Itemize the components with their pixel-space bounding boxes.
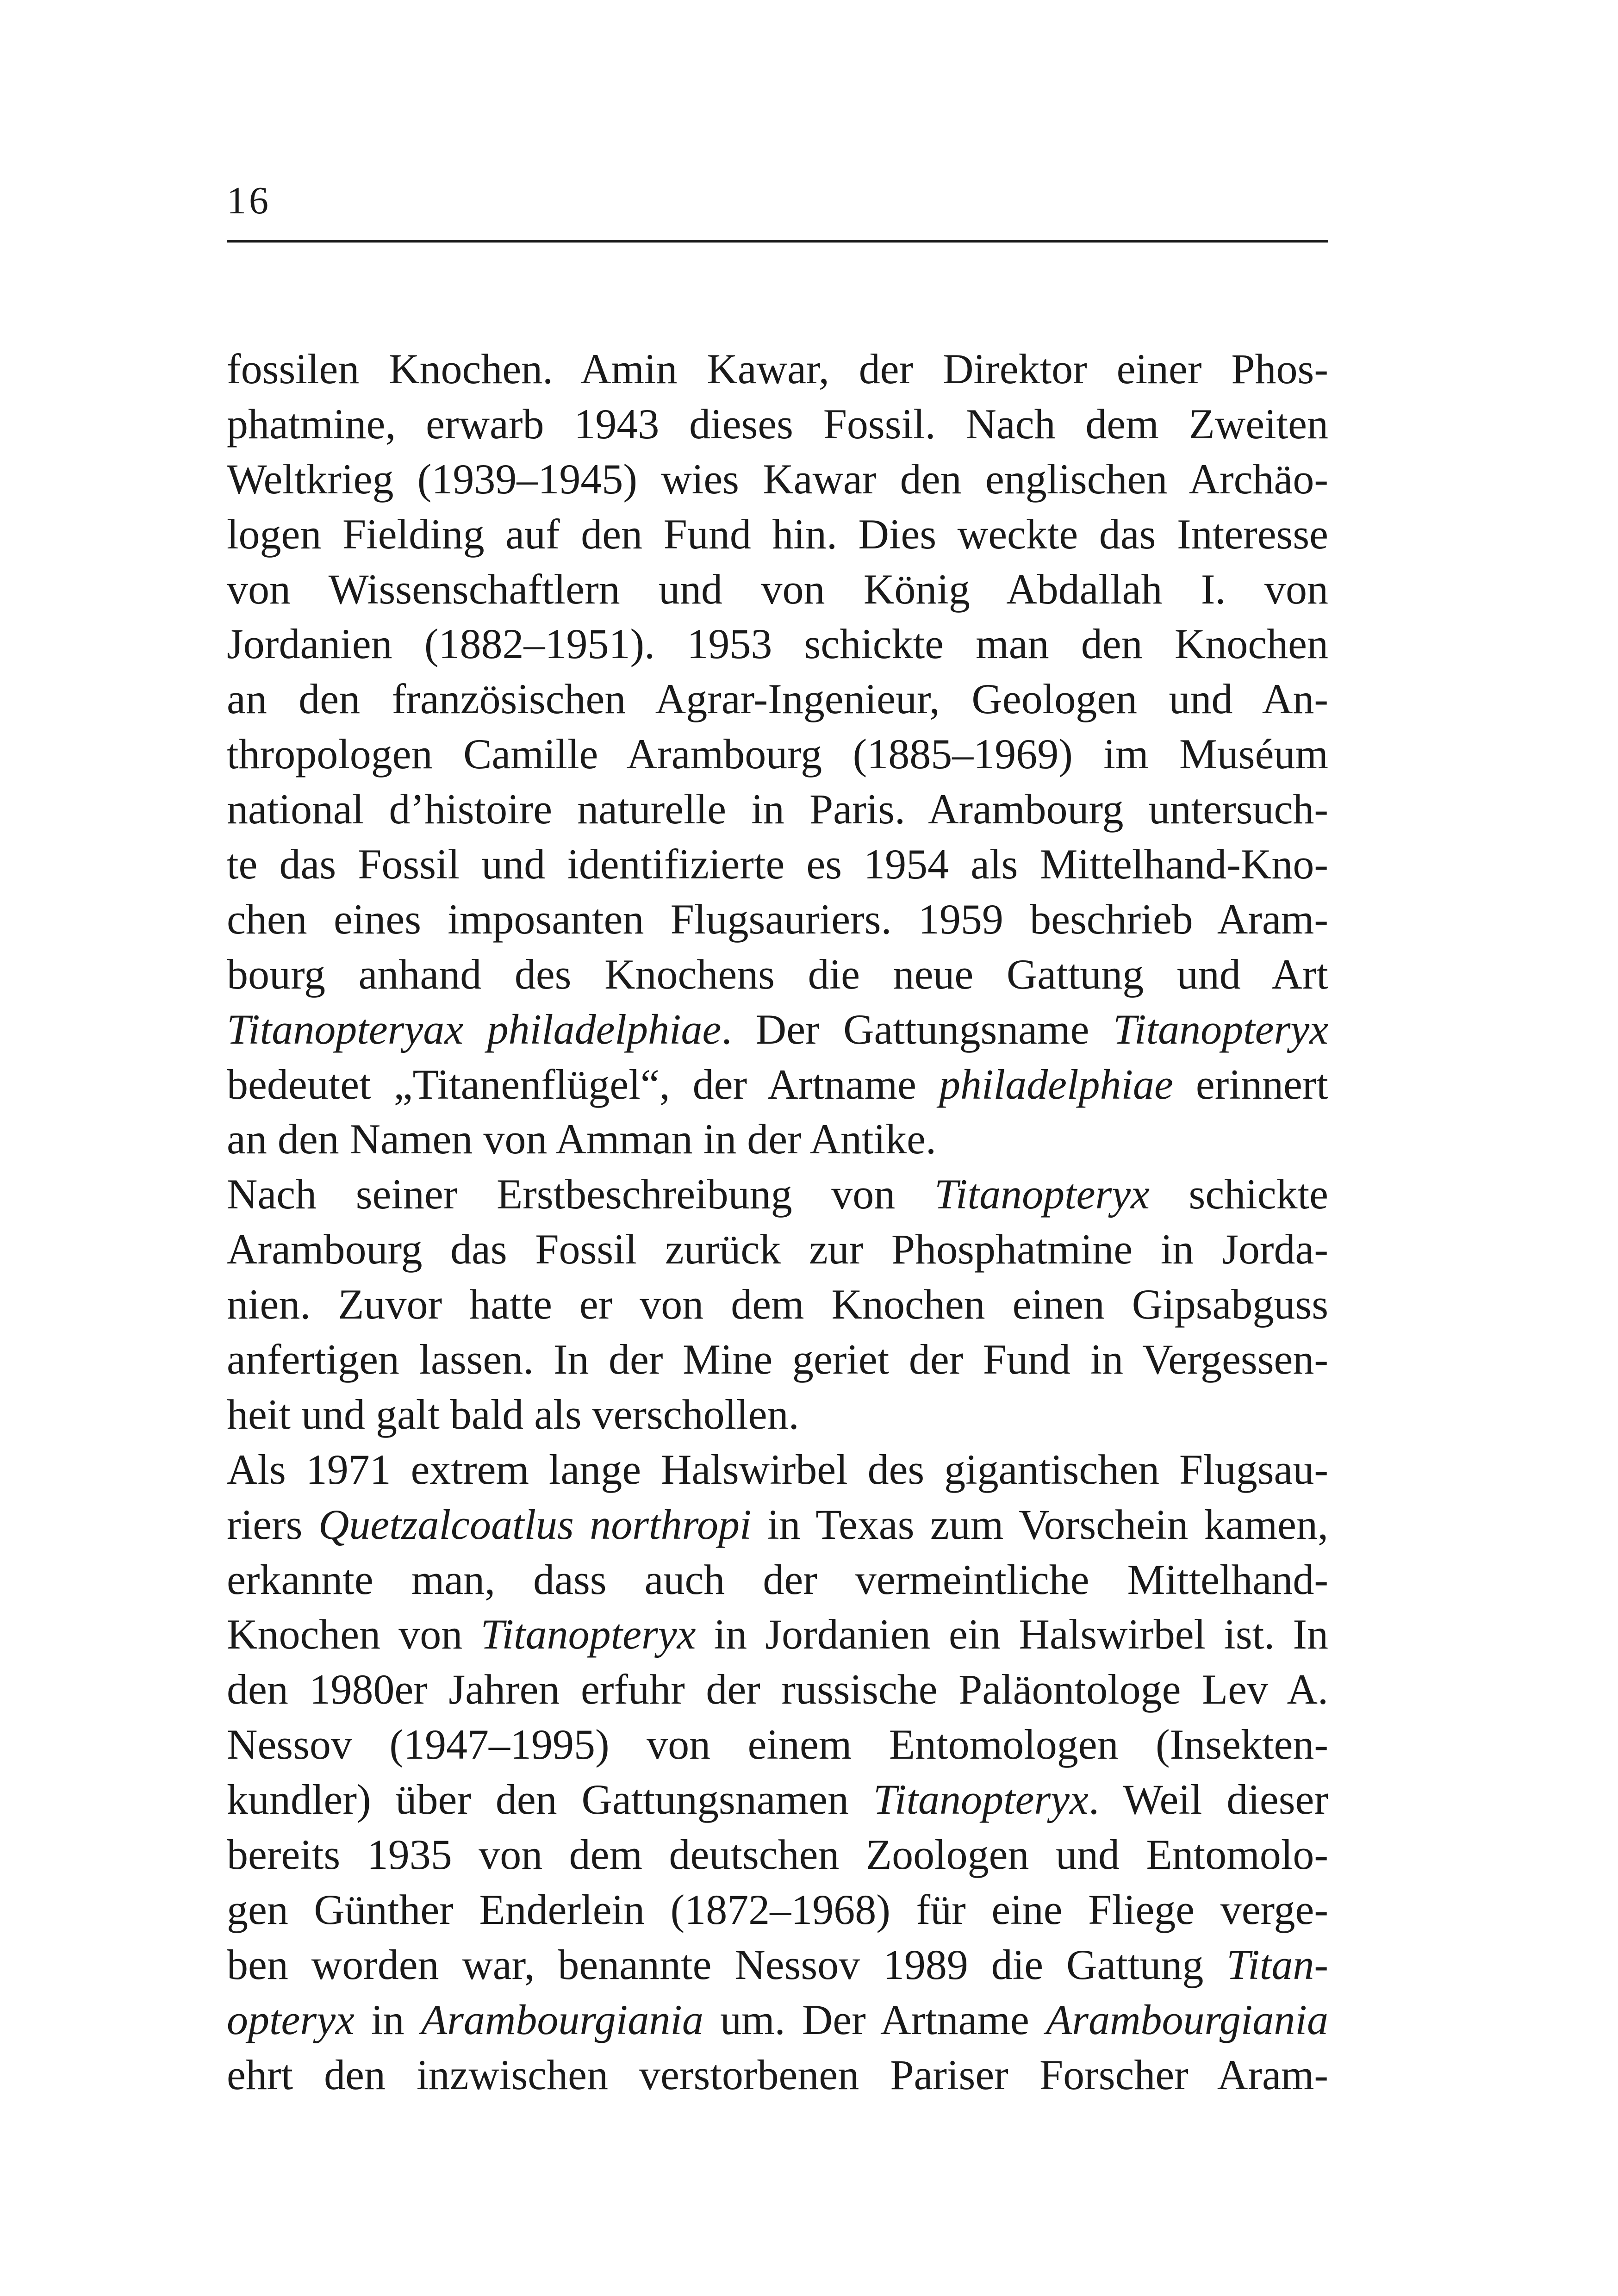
text-run: Arambourg das Fossil zurück zur Phosphatmine in Jorda- [227, 1226, 1328, 1273]
text-line [227, 1662, 1328, 1717]
text-line [227, 1497, 1328, 1552]
italic-term: Titanopteryx [873, 1776, 1089, 1823]
text-line [227, 2047, 1328, 2103]
text-line [227, 452, 1328, 507]
text-line [227, 672, 1328, 727]
text-line [227, 892, 1328, 947]
text-run: Knochen von [227, 1611, 481, 1658]
italic-term: Arambourgiania [421, 1996, 703, 2043]
italic-term: Titanopteryx [480, 1611, 696, 1658]
text-run: anfertigen lassen. In der Mine geriet der Fund in Vergessen- [227, 1336, 1328, 1383]
text-line [227, 507, 1328, 562]
text-run: an den französischen Agrar-Ingenieur, Geologen und An- [227, 675, 1328, 723]
text-run: logen Fielding auf den Fund hin. Dies weckte das Interesse [227, 510, 1328, 558]
text-line [227, 1277, 1328, 1332]
text-run: in Texas zum Vorschein kamen, [751, 1500, 1328, 1548]
text-run: Jordanien (1882–1951). 1953 schickte man den Knochen [227, 620, 1328, 668]
italic-term: Titanopteryx [934, 1170, 1150, 1218]
text-run: heit und galt bald als verschollen. [227, 1390, 799, 1438]
text-run: chen eines imposanten Flugsauriers. 1959 beschrieb Aram- [227, 895, 1328, 943]
text-line [227, 1112, 1328, 1167]
text-run: te das Fossil und identifizierte es 1954 als Mittelhand-Kno- [227, 840, 1328, 888]
text-run: . Der Gattungsname [721, 1005, 1113, 1053]
italic-term: Titan- [1226, 1941, 1328, 1988]
text-line [227, 1332, 1328, 1387]
body-text [227, 342, 1328, 2103]
text-run: bereits 1935 von dem deutschen Zoologen und Entomolo- [227, 1831, 1328, 1879]
text-run: Weltkrieg (1939–1945) wies Kawar den englischen Archäo- [227, 455, 1328, 503]
italic-term: Titanopteryx [1113, 1005, 1328, 1053]
text-line [227, 1772, 1328, 1827]
text-run: kundler) über den Gattungsnamen [227, 1776, 873, 1823]
text-line [227, 1552, 1328, 1607]
italic-term: philadelphiae [939, 1060, 1173, 1108]
text-run: nien. Zuvor hatte er von dem Knochen einen Gipsabguss [227, 1281, 1328, 1328]
text-run: von Wissenschaftlern und von König Abdallah I. von [227, 565, 1328, 613]
text-line [227, 1387, 1328, 1442]
text-run: um. Der Artname [703, 1996, 1046, 2043]
text-run: riers [227, 1500, 318, 1548]
text-line [227, 397, 1328, 452]
text-line [227, 727, 1328, 782]
text-run: in Jordanien ein Halswirbel ist. In [696, 1611, 1328, 1658]
text-run: Nessov (1947–1995) von einem Entomologen (Insekten- [227, 1721, 1328, 1768]
text-run: an den Namen von Amman in der Antike. [227, 1115, 937, 1163]
text-line [227, 1167, 1328, 1222]
text-run: in [354, 1996, 421, 2043]
text-line [227, 1992, 1328, 2047]
text-line [227, 1222, 1328, 1277]
text-run: schickte [1149, 1170, 1328, 1218]
italic-term: Quetzalcoatlus northropi [318, 1500, 752, 1548]
text-line [227, 1882, 1328, 1937]
page-number: 16 [227, 179, 271, 222]
text-run: bourg anhand des Knochens die neue Gattung und Art [227, 950, 1328, 998]
text-run: phatmine, erwarb 1943 dieses Fossil. Nach dem Zweiten [227, 400, 1328, 448]
text-run: ehrt den inzwischen verstorbenen Pariser Forscher Aram- [227, 2051, 1328, 2098]
text-run: erkannte man, dass auch der vermeintliche Mittelhand- [227, 1556, 1328, 1603]
text-run: bedeutet „Titanenflügel“, der Artname [227, 1060, 939, 1108]
italic-term: Titanopteryax philadelphiae [227, 1005, 722, 1053]
text-run: fossilen Knochen. Amin Kawar, der Direktor einer Phos- [227, 345, 1328, 392]
text-run: national d’histoire naturelle in Paris. Arambourg untersuch- [227, 785, 1328, 833]
italic-term: Arambourgiania [1046, 1996, 1328, 2043]
text-run: Als 1971 extrem lange Halswirbel des gigantischen Flugsau- [227, 1445, 1328, 1493]
text-run: gen Günther Enderlein (1872–1968) für eine Fliege verge- [227, 1885, 1328, 1933]
text-line [227, 1607, 1328, 1662]
text-run: thropologen Camille Arambourg (1885–1969) im Muséum [227, 730, 1328, 778]
header-rule [227, 240, 1328, 243]
text-run: den 1980er Jahren erfuhr der russische Paläontologe Lev A. [227, 1666, 1328, 1713]
text-line [227, 1937, 1328, 1992]
text-line [227, 1717, 1328, 1772]
italic-term: opteryx [227, 1996, 355, 2043]
text-line [227, 1057, 1328, 1112]
text-run: Nach seiner Erstbeschreibung von [227, 1170, 934, 1218]
text-line [227, 782, 1328, 837]
text-run: . Weil dieser [1088, 1776, 1328, 1823]
text-line [227, 342, 1328, 397]
text-line [227, 1442, 1328, 1497]
text-line [227, 947, 1328, 1002]
text-line [227, 616, 1328, 672]
text-line [227, 562, 1328, 617]
text-line [227, 1002, 1328, 1057]
text-line [227, 1827, 1328, 1882]
text-run: erinnert [1173, 1060, 1328, 1108]
text-line [227, 837, 1328, 892]
text-run: ben worden war, benannte Nessov 1989 die Gattung [227, 1941, 1227, 1988]
